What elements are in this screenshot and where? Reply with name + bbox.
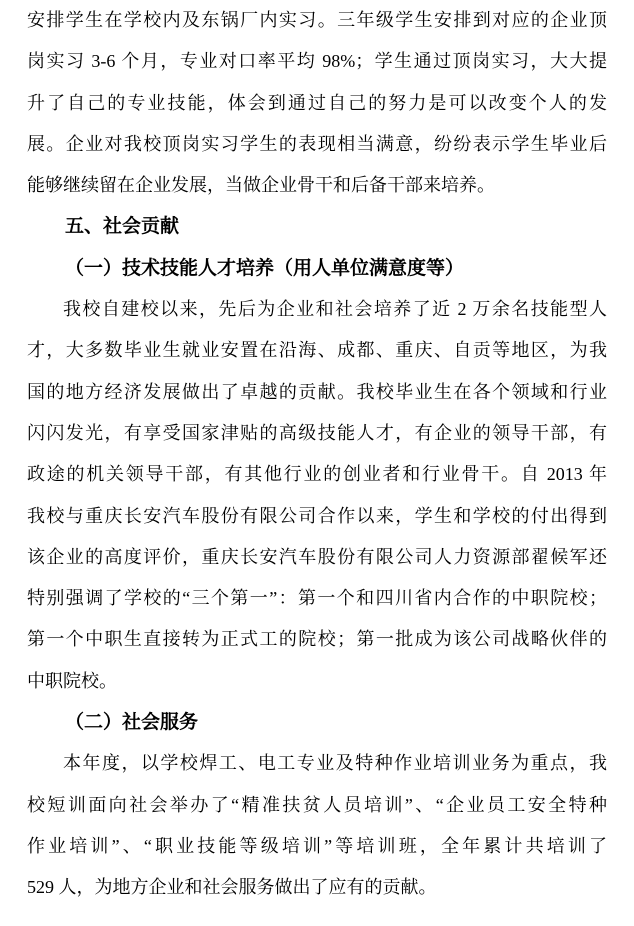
- paragraph-internship-summary: [27, 0, 607, 206]
- text-line: 国的地方经济发展做出了卓越的贡献。我校毕业生在各个领域和行业: [27, 381, 607, 402]
- text-line: 529 人，为地方企业和社会服务做出了应有的贡献。: [27, 877, 437, 898]
- text-line: 第一个中职生直接转为正式工的院校；第一批成为该公司战略伙伴的: [27, 629, 607, 650]
- text-line: 校短训面向社会举办了“精准扶贫人员培训”、“企业员工安全特种: [27, 794, 607, 815]
- text-line: 该企业的高度评价，重庆长安汽车股份有限公司人力资源部翟候军还: [27, 546, 607, 567]
- text-line: 展。企业对我校顶岗实习学生的表现相当满意，纷纷表示学生毕业后: [27, 133, 607, 154]
- text-line: 我校自建校以来，先后为企业和社会培养了近 2 万余名技能型人: [63, 299, 607, 320]
- text-line: 政途的机关领导干部，有其他行业的创业者和行业骨干。自 2013 年: [27, 464, 607, 485]
- text-line: 安排学生在学校内及东锅厂内实习。三年级学生安排到对应的企业顶: [27, 10, 607, 30]
- text-line: 能够继续留在企业发展，当做企业骨干和后备干部来培养。: [27, 175, 495, 196]
- paragraph-talent-training: [27, 289, 607, 702]
- text-line: 本年度，以学校焊工、电工专业及特种作业培训业务为重点，我: [63, 753, 607, 774]
- text-line: 作业培训”、“职业技能等级培训”等培训班，全年累计共培训了: [27, 835, 607, 856]
- text-line: 升了自己的专业技能，体会到通过自己的努力是可以改变个人的发: [27, 92, 607, 113]
- text-line: 特别强调了学校的“三个第一”：第一个和四川省内合作的中职院校；: [27, 588, 607, 609]
- text-line: 岗实习 3-6 个月，专业对口率平均 98%；学生通过顶岗实习，大大提: [27, 51, 607, 72]
- text-line: 中职院校。: [27, 670, 117, 691]
- subsection-heading-talent-training: （一）技术技能人才培养（用人单位满意度等）: [65, 257, 465, 279]
- text-line: 闪闪发光，有享受国家津贴的高级技能人才，有企业的领导干部，有: [27, 422, 607, 443]
- text-line: 我校与重庆长安汽车股份有限公司合作以来，学生和学校的付出得到: [27, 505, 607, 526]
- text-line: 才，大多数毕业生就业安置在沿海、成都、重庆、自贡等地区，为我: [27, 340, 607, 361]
- subsection-heading-social-service: （二）社会服务: [65, 712, 199, 734]
- section-heading-social-contribution: 五、社会贡献: [65, 216, 180, 238]
- paragraph-social-service: [27, 743, 607, 908]
